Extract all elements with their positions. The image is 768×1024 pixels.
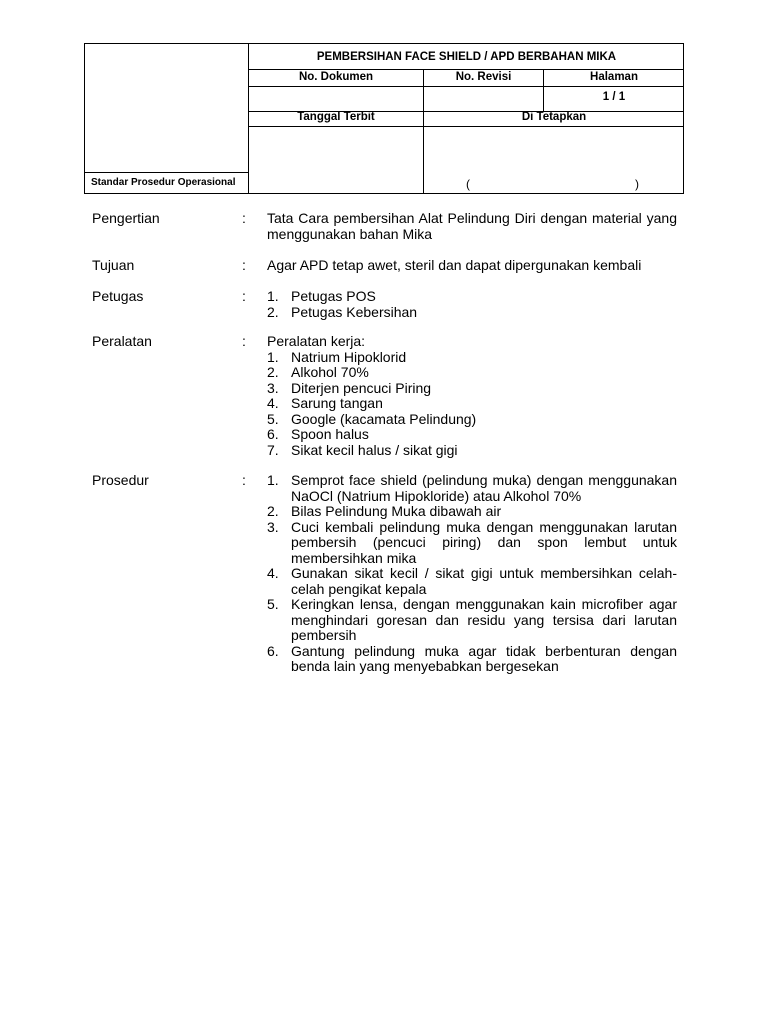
list-item: [267, 396, 677, 412]
item-text: Petugas POS: [291, 288, 376, 304]
item-number: 7.: [267, 441, 279, 458]
divider: [85, 172, 248, 173]
document-title: PEMBERSIHAN FACE SHIELD / APD BERBAHAN MIKA: [316, 51, 617, 63]
item-text: Bilas Pelindung Muka dibawah air: [291, 503, 502, 519]
section-colon: :: [242, 333, 246, 349]
item-text: Diterjen pencuci Piring: [291, 379, 432, 396]
col-no-dokumen: No. Dokumen: [298, 71, 374, 83]
section-colon: :: [242, 288, 246, 304]
section-text: Agar APD tetap awet, steril dan dapat dipergunakan kembali: [267, 257, 642, 273]
list-item: [267, 504, 677, 520]
list-item: [267, 365, 677, 381]
list-item: [267, 427, 677, 443]
item-text: Google (kacamata Pelindung): [291, 410, 477, 427]
divider: [248, 126, 684, 127]
item-text: Cuci kembali pelindung muka dengan menggunakan larutan pembersih (pencuci piring) dan spon lembut untuk membersihkan mika: [291, 518, 677, 566]
item-number: 1.: [267, 348, 279, 365]
section-label: Petugas: [92, 288, 144, 304]
item-text: Sarung tangan: [291, 395, 383, 411]
col-di-tetapkan: Di Tetapkan: [521, 111, 587, 123]
list-item: [267, 412, 677, 428]
item-number: 2.: [267, 303, 279, 320]
list-item: [267, 473, 677, 504]
divider: [248, 86, 684, 87]
item-number: 5.: [267, 410, 279, 427]
list-item: [267, 566, 677, 597]
item-number: 4.: [267, 395, 279, 411]
item-text: Sikat kecil halus / sikat gigi: [291, 441, 458, 458]
item-number: 2.: [267, 503, 279, 519]
section-colon: :: [242, 210, 246, 226]
sop-label: Standar Prosedur Operasional: [91, 177, 236, 188]
col-tanggal-terbit: Tanggal Terbit: [297, 111, 375, 123]
item-text: Petugas Kebersihan: [291, 303, 418, 320]
signature-paren-open: (: [466, 177, 470, 191]
item-text: Spoon halus: [291, 426, 369, 442]
signature-paren-close: ): [635, 177, 639, 191]
list-item: [267, 644, 677, 675]
col-no-revisi: No. Revisi: [455, 71, 512, 83]
item-text: Gantung pelindung muka agar tidak berbenturan dengan benda lain yang menyebabkan bergesekan: [291, 642, 677, 674]
item-text: Gunakan sikat kecil / sikat gigi untuk membersihkan celah-celah pengikat kepala: [291, 565, 677, 597]
sop-header-table: [84, 43, 684, 194]
prosedur-list: [267, 473, 677, 675]
item-number: 1.: [267, 472, 279, 488]
list-item: [267, 520, 677, 567]
list-item: [267, 350, 677, 366]
item-number: 1.: [267, 288, 279, 304]
item-text: Keringkan lensa, dengan menggunakan kain microfiber agar menghindari goresan dan residu yang tersisa dari larutan pembersih: [291, 596, 677, 643]
peralatan-list: [267, 350, 677, 459]
section-text: Tata Cara pembersihan Alat Pelindung Diri dengan material yang menggunakan bahan Mika: [267, 210, 677, 242]
list-item: [267, 443, 677, 459]
item-number: 6.: [267, 642, 279, 659]
item-text: Natrium Hipoklorid: [291, 348, 407, 365]
divider: [423, 69, 424, 193]
section-colon: :: [242, 257, 246, 273]
col-halaman: Halaman: [590, 71, 638, 83]
section-colon: :: [242, 472, 246, 488]
section-label: Peralatan: [92, 333, 152, 349]
halaman-value: 1 / 1: [602, 91, 626, 103]
peralatan-intro: Peralatan kerja:: [267, 333, 366, 349]
item-text: Alkohol 70%: [291, 364, 369, 380]
item-number: 6.: [267, 426, 279, 442]
list-item: [267, 289, 677, 305]
section-label: Tujuan: [92, 257, 135, 273]
item-number: 4.: [267, 565, 279, 581]
petugas-list: [267, 289, 677, 320]
list-item: [267, 597, 677, 644]
item-number: 3.: [267, 518, 279, 535]
list-item: [267, 305, 677, 321]
item-number: 3.: [267, 379, 279, 396]
section-label: Pengertian: [92, 210, 160, 226]
section-label: Prosedur: [92, 472, 149, 488]
item-number: 5.: [267, 596, 279, 612]
list-item: [267, 381, 677, 397]
item-text: Semprot face shield (pelindung muka) dengan menggunakan NaOCl (Natrium Hipokloride) atau Alkohol 70%: [291, 472, 677, 504]
divider: [248, 69, 684, 70]
item-number: 2.: [267, 364, 279, 380]
